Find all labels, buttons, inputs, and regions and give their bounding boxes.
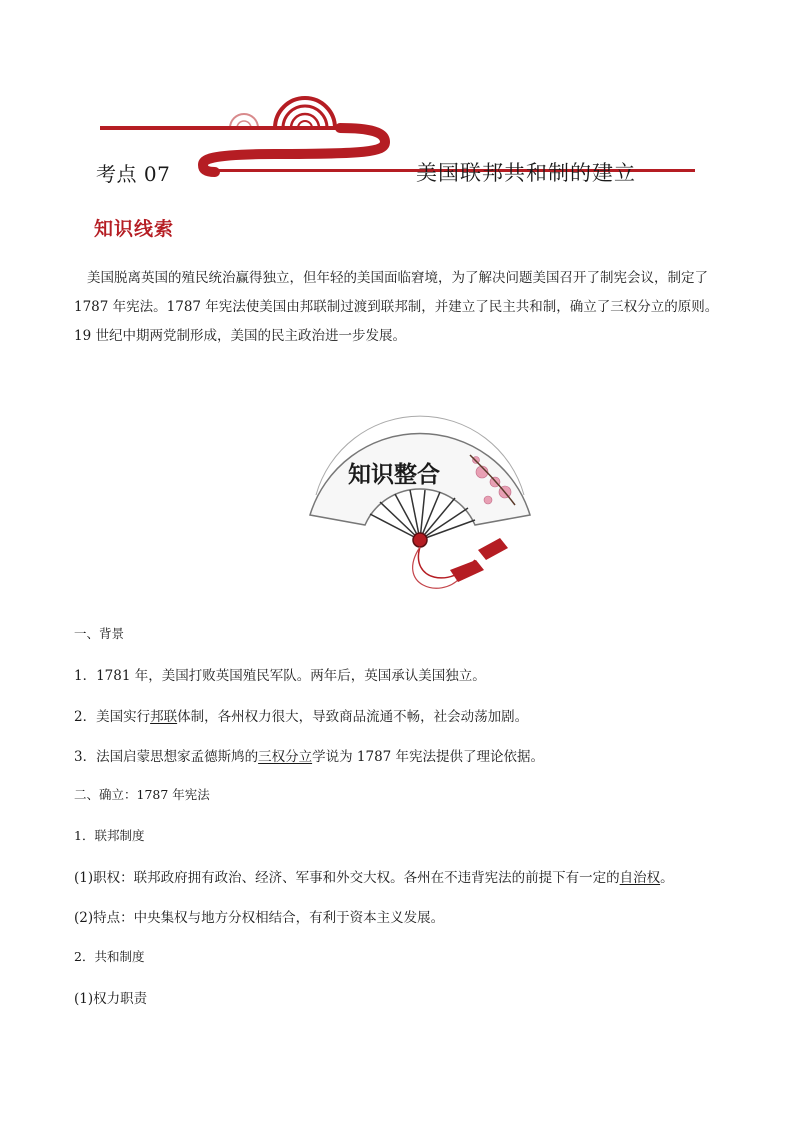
bg-item-1: 1．1781 年，美国打败英国殖民军队。两年后，英国承认美国独立。 (74, 668, 486, 684)
underlined-term: 三权分立 (258, 749, 313, 765)
fan-illustration (300, 410, 540, 610)
section-title: 知识线索 (94, 218, 175, 240)
federal-item-2: (2)特点：中央集权与地方分权相结合，有利于资本主义发展。 (74, 910, 445, 926)
republic-item-1: (1)权力职责 (74, 991, 148, 1007)
federal-item-1: (1)职权：联邦政府拥有政治、经济、军事和外交大权。各州在不违背宪法的前提下有一定的自治权。 (74, 870, 674, 886)
underlined-term: 邦联 (150, 709, 178, 725)
fan-label: 知识整合 (348, 461, 440, 488)
page-title: 美国联邦共和制的建立 (416, 161, 636, 185)
part1-title: 一、背景 (74, 626, 125, 641)
federal-system-title: 1．联邦制度 (74, 828, 145, 843)
topic-number: 考点 07 (96, 162, 171, 186)
bg-item-2: 2．美国实行邦联体制，各州权力很大，导致商品流通不畅，社会动荡加剧。 (74, 709, 529, 725)
part2-title: 二、确立：1787 年宪法 (74, 787, 210, 802)
republic-system-title: 2．共和制度 (74, 949, 145, 964)
underlined-term: 自治权 (619, 870, 661, 886)
bg-item-3: 3．法国启蒙思想家孟德斯鸠的三权分立学说为 1787 年宪法提供了理论依据。 (74, 749, 545, 765)
intro-paragraph: 美国脱离英国的殖民统治赢得独立，但年轻的美国面临窘境，为了解决问题美国召开了制宪会议，制定了 1787 年宪法。1787 年宪法使美国由邦联制过渡到联邦制，并建立了民主共和制，确立了三权分立的原则。19 世纪中期两党制形成，美国的民主政治进一步发展。 (74, 270, 719, 344)
